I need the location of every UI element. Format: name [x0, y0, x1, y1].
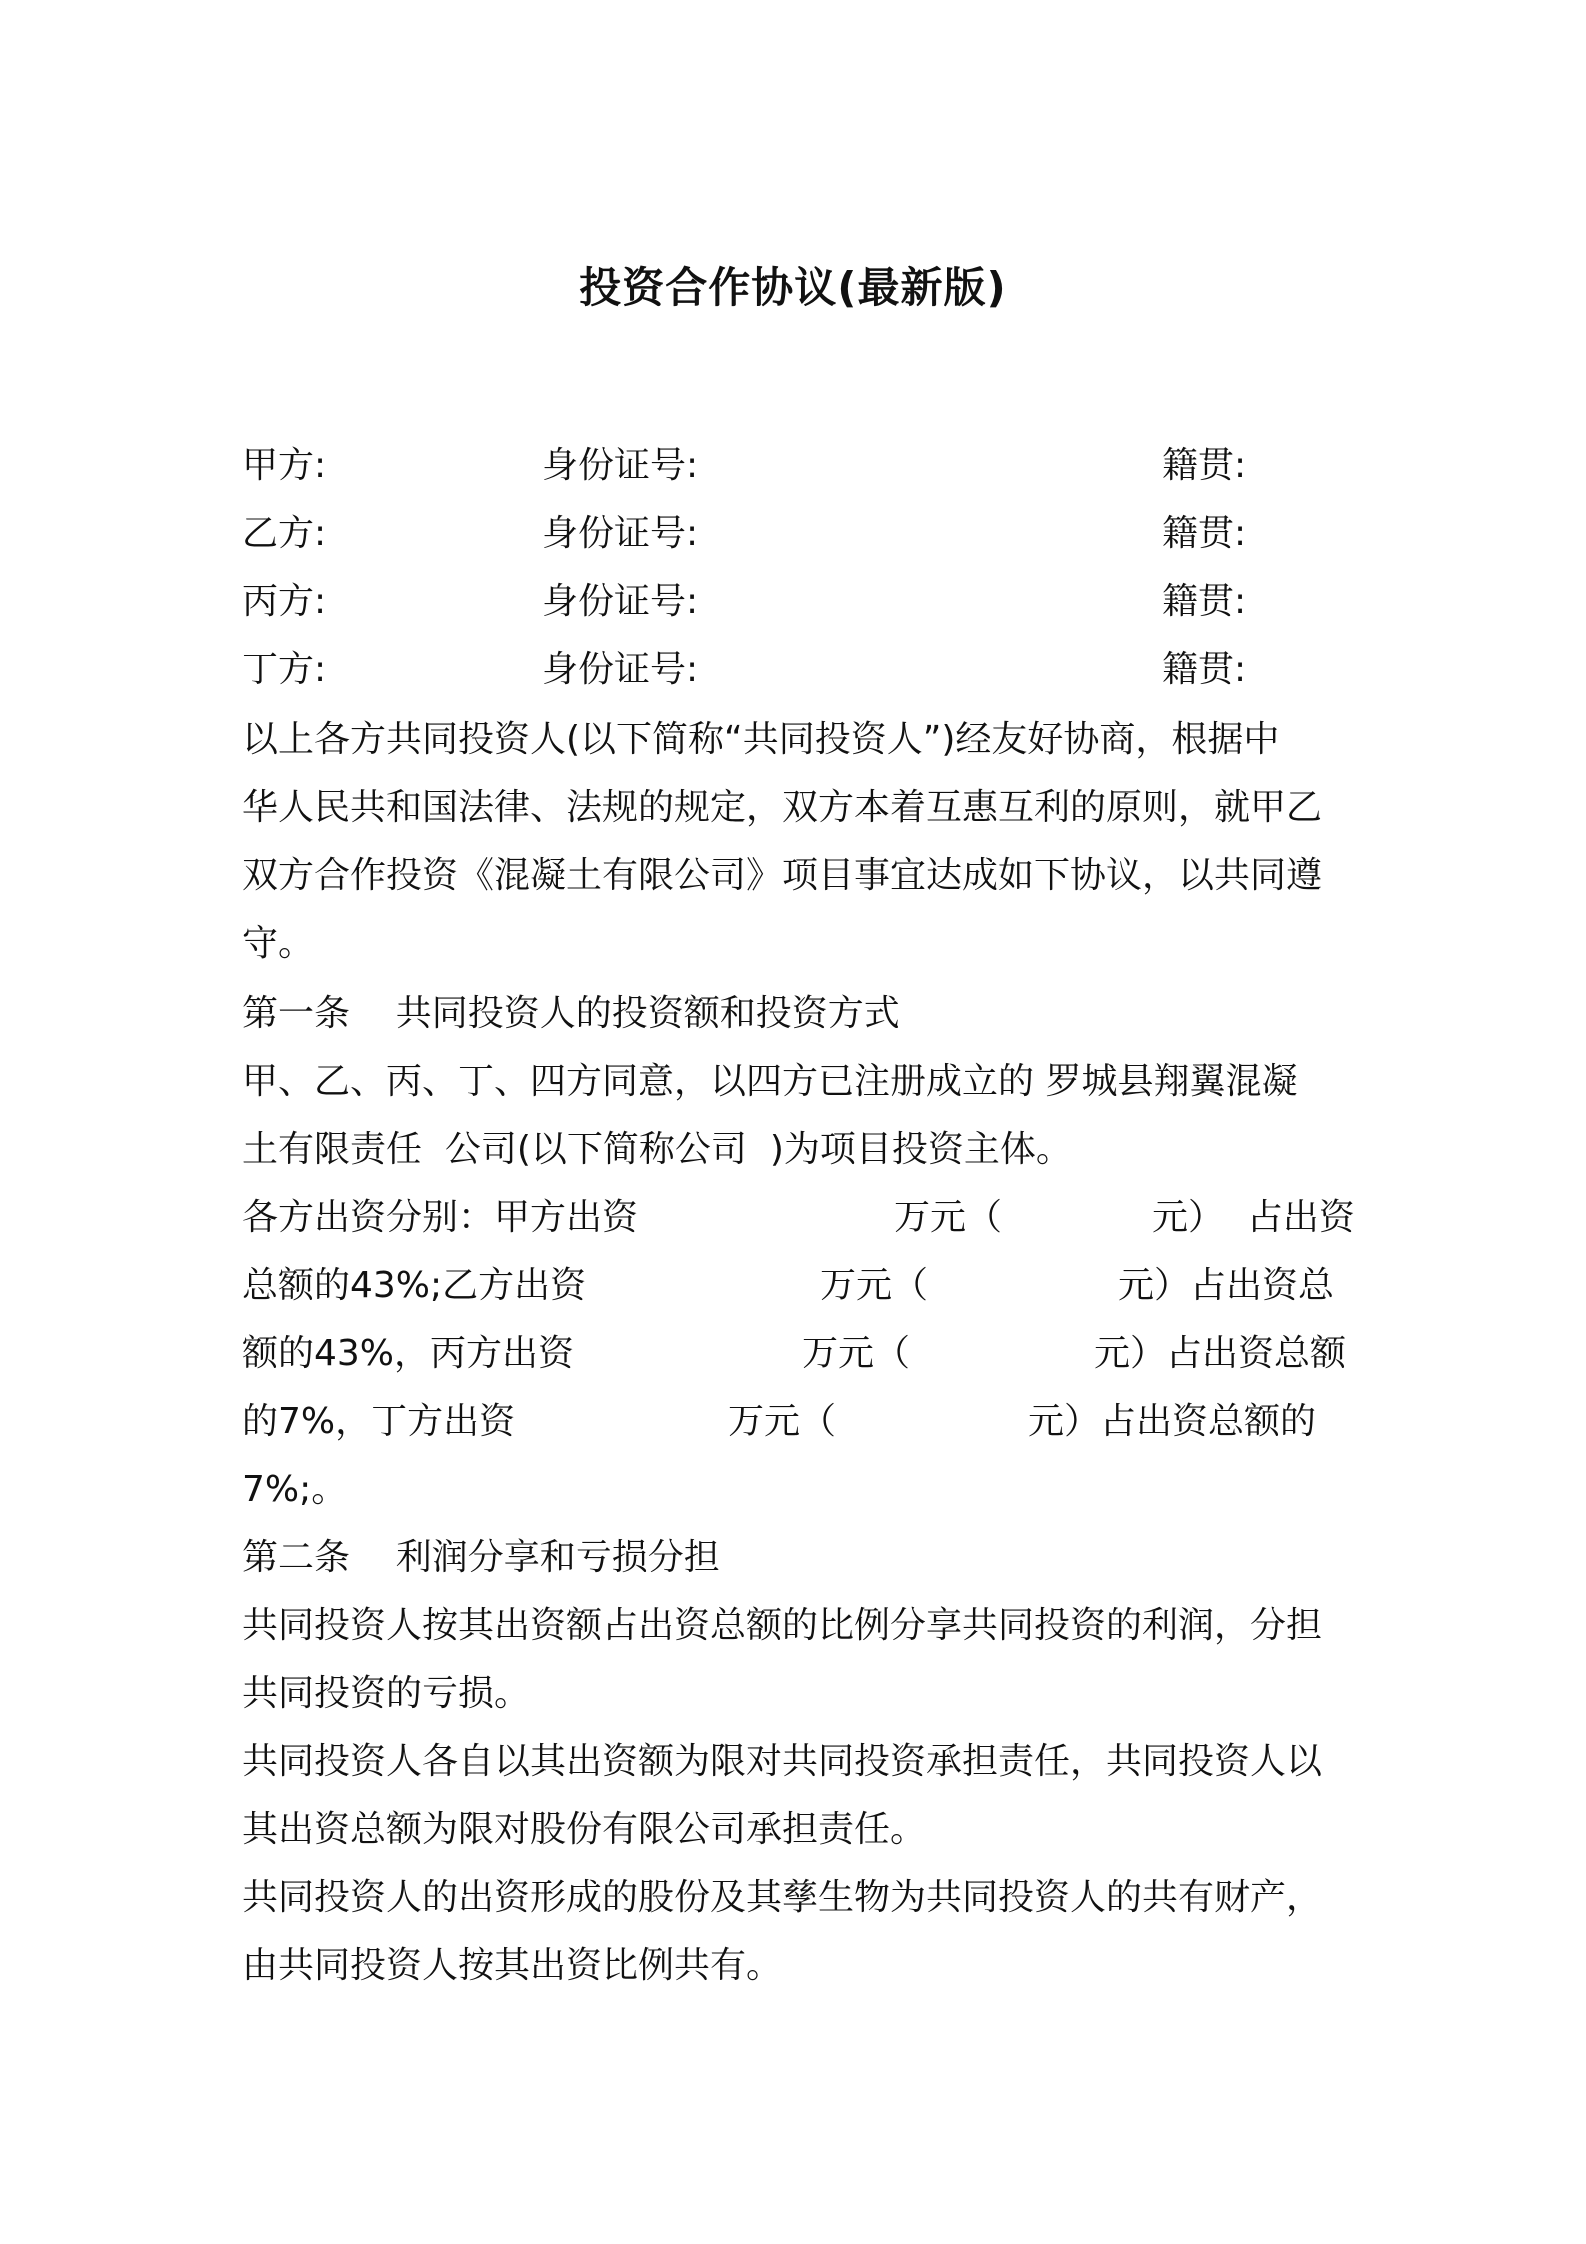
party-row: [242, 500, 1352, 568]
contribution-unit: 万元（: [802, 1333, 911, 1374]
party-row: [242, 432, 1352, 500]
contribution-line: [242, 1252, 1352, 1320]
contribution-unit: 万元（: [894, 1197, 1003, 1238]
contribution-text: 额的43%，丙方出资: [242, 1333, 575, 1374]
article-2-line: 共同投资的亏损。: [242, 1673, 531, 1714]
party-row: [242, 636, 1352, 704]
article-1-line: 甲、乙、丙、丁、四方同意，以四方已注册成立的 罗城县翔翼混凝: [242, 1061, 1298, 1102]
article-1-line: 土有限责任 公司(以下简称公司 )为项目投资主体。: [242, 1129, 1072, 1170]
article-2-heading: 第二条 利润分享和亏损分担: [242, 1537, 720, 1578]
contribution-text: 总额的43%;乙方出资: [242, 1265, 587, 1306]
party-name-label: 丁方:: [242, 649, 327, 690]
native-place-label: 籍贯:: [1162, 445, 1247, 486]
article-2-line: 由共同投资人按其出资比例共有。: [242, 1945, 783, 1986]
contribution-line: [242, 1184, 1355, 1252]
native-place-label: 籍贯:: [1162, 649, 1247, 690]
contribution-line: [242, 1388, 1352, 1456]
native-place-label: 籍贯:: [1162, 581, 1247, 622]
article-2-line: 其出资总额为限对股份有限公司承担责任。: [242, 1809, 927, 1850]
party-name-label: 丙方:: [242, 581, 327, 622]
id-number-label: 身份证号:: [542, 649, 699, 690]
contribution-tail: 7%;。: [242, 1469, 348, 1510]
party-name-label: 乙方:: [242, 513, 327, 554]
document-title: 投资合作协议(最新版): [579, 263, 1007, 312]
contribution-unit: 万元（: [728, 1401, 837, 1442]
contribution-share: 元）占出资总额: [1094, 1333, 1347, 1374]
contribution-unit: 万元（: [820, 1265, 929, 1306]
article-1-heading: 第一条 共同投资人的投资额和投资方式: [242, 993, 900, 1034]
party-name-label: 甲方:: [242, 445, 327, 486]
native-place-label: 籍贯:: [1162, 513, 1247, 554]
id-number-label: 身份证号:: [542, 445, 699, 486]
intro-line: 守。: [242, 923, 315, 964]
contribution-share: 元）占出资总: [1118, 1265, 1335, 1306]
contribution-text: 的7%，丁方出资: [242, 1401, 516, 1442]
contribution-share: 元）占出资总额的: [1028, 1401, 1317, 1442]
contribution-line: [242, 1320, 1352, 1388]
article-2-line: 共同投资人的出资形成的股份及其孳生物为共同投资人的共有财产，: [242, 1877, 1323, 1918]
contribution-share: 元） 占出资: [1152, 1197, 1355, 1238]
article-2-line: 共同投资人按其出资额占出资总额的比例分享共同投资的利润，分担: [242, 1605, 1323, 1646]
intro-line: 以上各方共同投资人(以下简称“共同投资人”)经友好协商，根据中: [242, 719, 1280, 760]
intro-line: 华人民共和国法律、法规的规定，双方本着互惠互利的原则，就甲乙: [242, 787, 1323, 828]
intro-line: 双方合作投资《混凝土有限公司》项目事宜达成如下协议，以共同遵: [242, 855, 1323, 896]
id-number-label: 身份证号:: [542, 513, 699, 554]
id-number-label: 身份证号:: [542, 581, 699, 622]
party-row: [242, 568, 1352, 636]
article-2-line: 共同投资人各自以其出资额为限对共同投资承担责任，共同投资人以: [242, 1741, 1323, 1782]
contribution-text: 各方出资分别：甲方出资: [242, 1197, 639, 1238]
